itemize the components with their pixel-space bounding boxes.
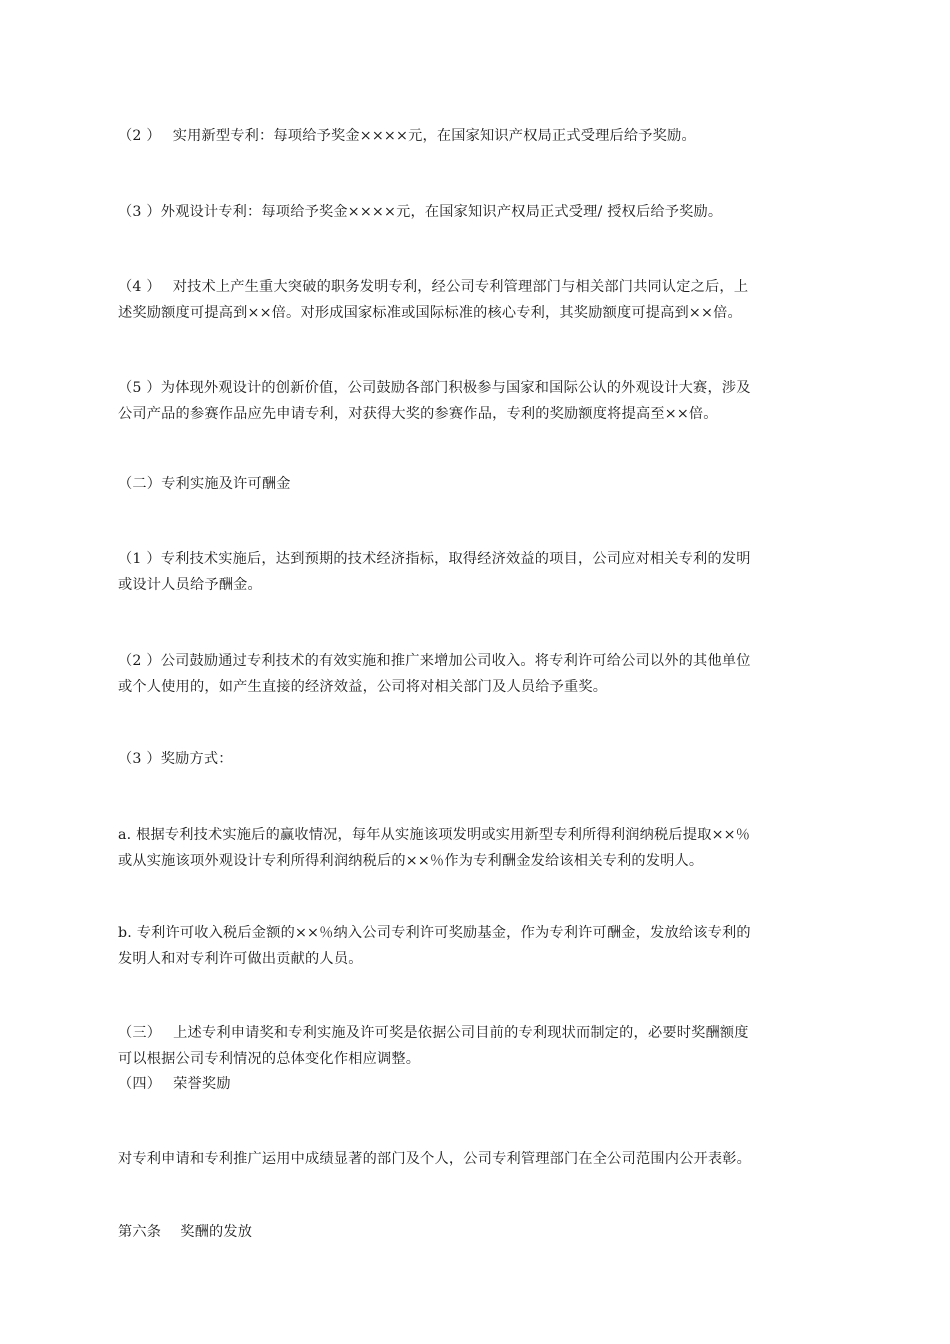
text-line: 或从实施该项外观设计专利所得利润纳税后的××％作为专利酬金发给该相关专利的发明人。 <box>118 853 704 869</box>
text-line: （二）专利实施及许可酬金 <box>118 476 291 492</box>
text-line: 或设计人员给予酬金。 <box>118 577 262 593</box>
text-line: （3 ）外观设计专利：每项给予奖金××××元，在国家知识产权局正式受理/ 授权后给予奖励。 <box>118 204 723 220</box>
paragraph-design-competition <box>118 375 858 427</box>
text-line: 公司产品的参赛作品应先申请专利，对获得大奖的参赛作品，专利的奖励额度将提高至××倍。 <box>118 406 718 422</box>
text-line: 对专利申请和专利推广运用中成绩显著的部门及个人，公司专利管理部门在全公司范围内公开表彰。 <box>118 1151 752 1167</box>
paragraph-reward-method <box>118 746 858 772</box>
text-line: （5 ）为体现外观设计的创新价值，公司鼓励各部门积极参与国家和国际公认的外观设计大赛，涉及 <box>118 380 751 396</box>
text-line: （2 ） 实用新型专利：每项给予奖金××××元，在国家知识产权局正式受理后给予奖励。 <box>118 128 696 144</box>
paragraph-utility-model-patent <box>118 123 858 149</box>
text-line: （1 ）专利技术实施后，达到预期的技术经济指标，取得经济效益的项目，公司应对相关专利的发明 <box>118 551 751 567</box>
text-line: （4 ） 对技术上产生重大突破的职务发明专利，经公司专利管理部门与相关部门共同认定之后，上 <box>118 279 749 295</box>
paragraph-item-b <box>118 920 858 972</box>
section-heading-honor-award <box>118 1071 858 1097</box>
text-line: （四） 荣誉奖励 <box>118 1076 231 1092</box>
article-heading-reward-distribution <box>118 1219 858 1245</box>
text-line: （2 ）公司鼓励通过专利技术的有效实施和推广来增加公司收入。将专利许可给公司以外的其他单位 <box>118 653 751 669</box>
paragraph-public-commendation <box>118 1146 858 1172</box>
paragraph-item-a <box>118 822 858 874</box>
text-line: 述奖励额度可提高到××倍。对形成国家标准或国际标准的核心专利，其奖励额度可提高到××倍。 <box>118 305 742 321</box>
paragraph-design-patent <box>118 199 858 225</box>
paragraph-adjustment <box>118 1020 858 1072</box>
paragraph-licensing-reward <box>118 648 858 700</box>
text-line: 第六条 奖酬的发放 <box>118 1224 253 1240</box>
section-heading-implementation-remuneration <box>118 471 858 497</box>
paragraph-implementation-reward <box>118 546 858 598</box>
text-line: b. 专利许可收入税后金额的××％纳入公司专利许可奖励基金，作为专利许可酬金，发放给该专利的 <box>118 925 751 941</box>
text-line: a. 根据专利技术实施后的赢收情况，每年从实施该项发明或实用新型专利所得利润纳税后提取××％ <box>118 827 751 843</box>
text-line: （3 ）奖励方式： <box>118 751 233 767</box>
text-line: 可以根据公司专利情况的总体变化作相应调整。 <box>118 1051 421 1067</box>
paragraph-major-breakthrough <box>118 274 858 326</box>
text-line: 发明人和对专利许可做出贡献的人员。 <box>118 951 363 967</box>
text-line: 或个人使用的，如产生直接的经济效益，公司将对相关部门及人员给予重奖。 <box>118 679 608 695</box>
text-line: （三） 上述专利申请奖和专利实施及许可奖是依据公司目前的专利现状而制定的，必要时奖酬额度 <box>118 1025 749 1041</box>
